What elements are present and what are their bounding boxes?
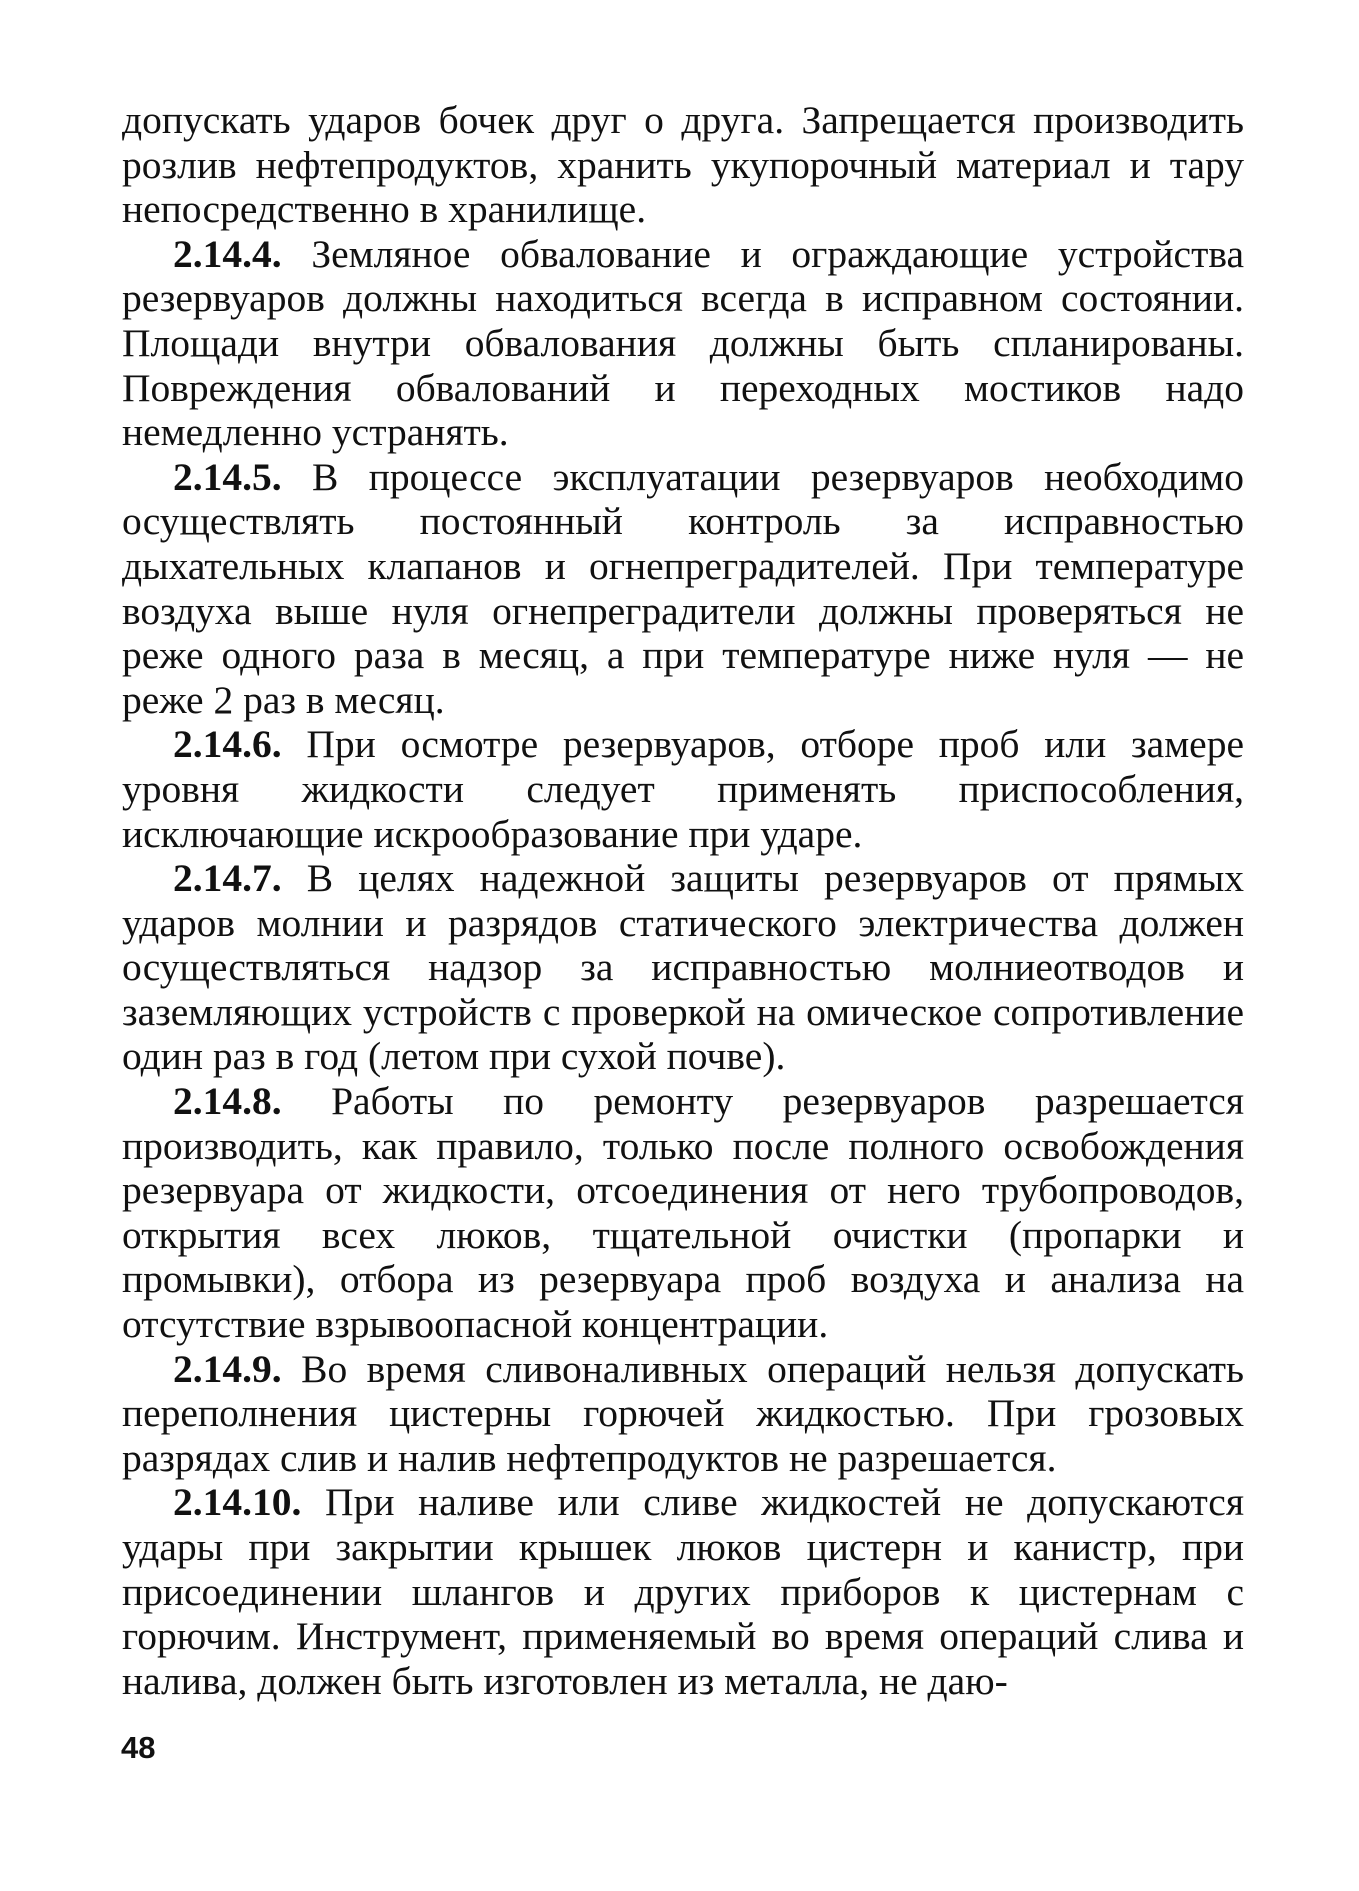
section-number: 2.14.10. [173,1480,302,1525]
section-number: 2.14.8. [173,1079,282,1124]
section-text: Во время сливоналивных операций нельзя допускать переполнения цистерны горючей жидкостью. При грозовых разрядах слив и налив нефтепродуктов не разрешается. [122,1346,1244,1480]
section-number: 2.14.6. [173,722,282,767]
section-2-14-5 [122,455,1244,723]
section-text: Работы по ремонту резервуаров разрешается производить, как правило, только после полного освобождения резервуара от жидкости, отсоединения от него трубопроводов, открытия всех люков, тщательной очистки (пропарки и промывки), отбора из резервуара проб воздуха и анализа на отсутствие взрывоопасной концентрации. [122,1079,1244,1347]
section-2-14-4 [122,232,1244,455]
section-number: 2.14.7. [173,856,282,901]
page-number: 48 [121,1730,156,1765]
section-number: 2.14.4. [173,231,282,276]
intro-paragraph: допускать ударов бочек друг о друга. Запрещается производить розлив нефтепродуктов, хранить укупорочный материал и тару непосредственно в хранилище. [122,98,1244,232]
section-2-14-9 [122,1347,1244,1481]
section-text: При наливе или сливе жидкостей не допускаются удары при закрытии крышек люков цистерн и канистр, при присоединении шлангов и других приборов к цистернам с горючим. Инструмент, применяемый во время операций слива и налива, должен быть изготовлен из металла, не даю- [122,1480,1244,1703]
section-text: В процессе эксплуатации резервуаров необходимо осуществлять постоянный контроль за исправностью дыхательных клапанов и огнепреградителей. При температуре воздуха выше нуля огнепреградители должны проверяться не реже одного раза в месяц, а при температуре ниже нуля — не реже 2 раз в месяц. [122,454,1245,722]
section-number: 2.14.5. [173,454,282,499]
document-page [122,98,1244,1703]
section-2-14-8 [122,1079,1244,1347]
section-2-14-10 [122,1480,1244,1703]
section-text: В целях надежной защиты резервуаров от прямых ударов молнии и разрядов статического электричества должен осуществляться надзор за исправностью молниеотводов и заземляющих устройств с проверкой на омическое сопротивление один раз в год (летом при сухой почве). [122,856,1245,1079]
section-text: При осмотре резервуаров, отборе проб или замере уровня жидкости следует применять приспособления, исключающие искрообразование при ударе. [122,722,1244,856]
section-2-14-6 [122,722,1244,856]
section-2-14-7 [122,856,1244,1079]
section-number: 2.14.9. [173,1346,282,1391]
section-text: Земляное обвалование и ограждающие устройства резервуаров должны находиться всегда в исправном состоянии. Площади внутри обвалования должны быть спланированы. Повреждения обвалований и переходных мостиков надо немедленно устранять. [122,231,1244,455]
